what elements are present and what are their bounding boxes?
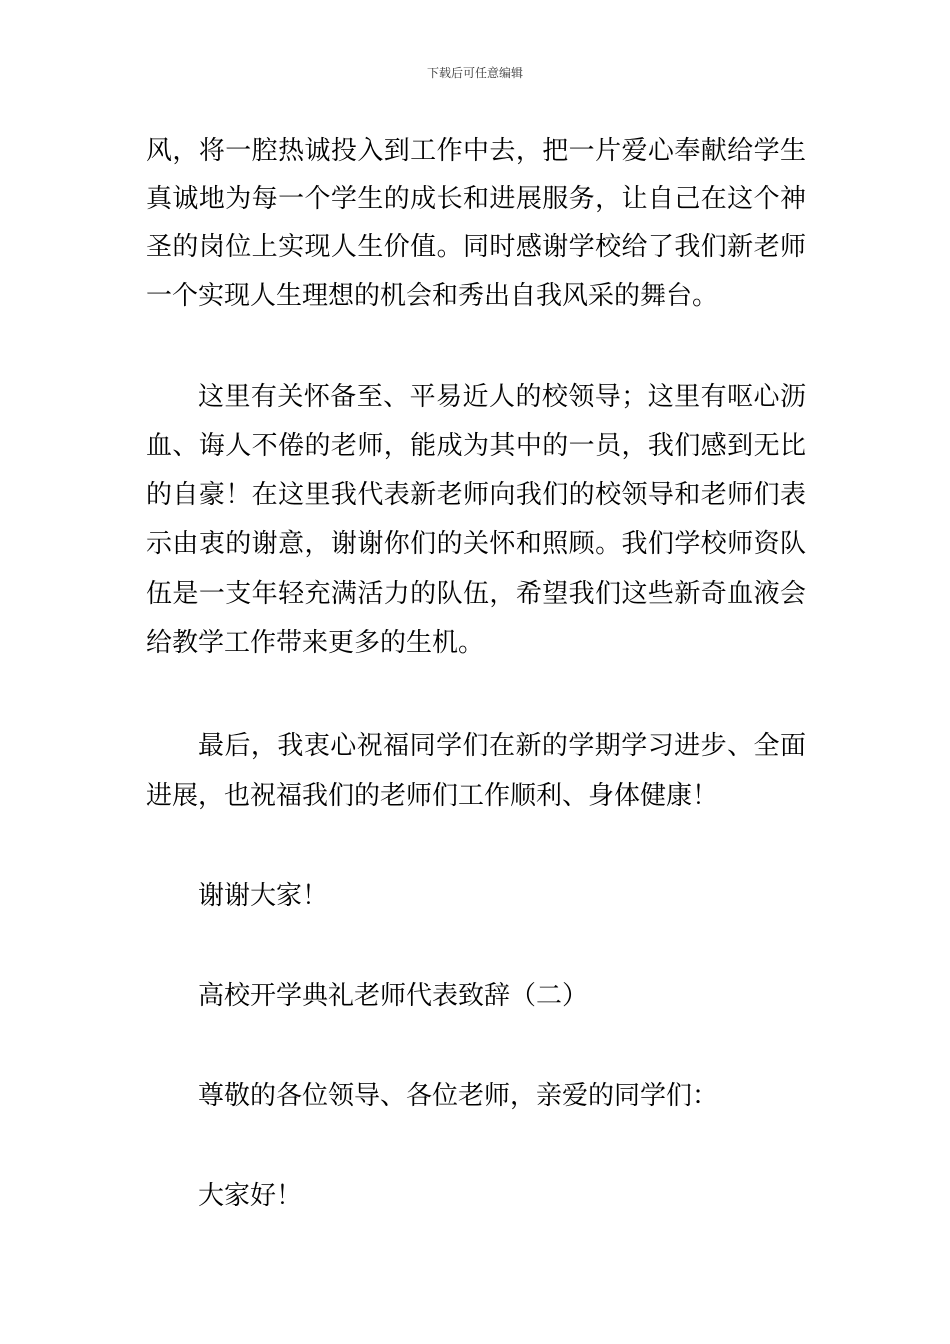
greeting: 大家好！ (198, 1181, 303, 1211)
text-line: 真诚地为每一个学生的成长和进展服务，让自己在这个神 (146, 184, 806, 214)
text-line: 示由衷的谢意，谢谢你们的关怀和照顾。我们学校师资队 (146, 529, 806, 559)
text-line: 一个实现人生理想的机会和秀出自我风采的舞台。 (146, 281, 719, 311)
text-line: 进展，也祝福我们的老师们工作顺利、身体健康！ (146, 781, 719, 811)
text-line: 伍是一支年轻充满活力的队伍，希望我们这些新奇血液会 (146, 579, 806, 609)
text-line: 给教学工作带来更多的生机。 (146, 628, 485, 658)
text-line: 血、诲人不倦的老师，能成为其中的一员，我们感到无比 (146, 431, 806, 461)
section-title: 高校开学典礼老师代表致辞（二） (198, 981, 589, 1011)
salutation: 尊敬的各位领导、各位老师，亲爱的同学们： (198, 1081, 719, 1111)
closing-thanks: 谢谢大家！ (198, 881, 329, 911)
text-line: 圣的岗位上实现人生价值。同时感谢学校给了我们新老师 (146, 232, 806, 262)
text-line: 风，将一腔热诚投入到工作中去，把一片爱心奉献给学生 (146, 136, 806, 166)
text-line: 最后，我衷心祝福同学们在新的学期学习进步、全面 (198, 731, 806, 761)
text-line: 的自豪！在这里我代表新老师向我们的校领导和老师们表 (146, 480, 806, 510)
page-header: 下载后可任意编辑 (426, 66, 523, 80)
text-line: 这里有关怀备至、平易近人的校领导；这里有呕心沥 (198, 382, 806, 412)
